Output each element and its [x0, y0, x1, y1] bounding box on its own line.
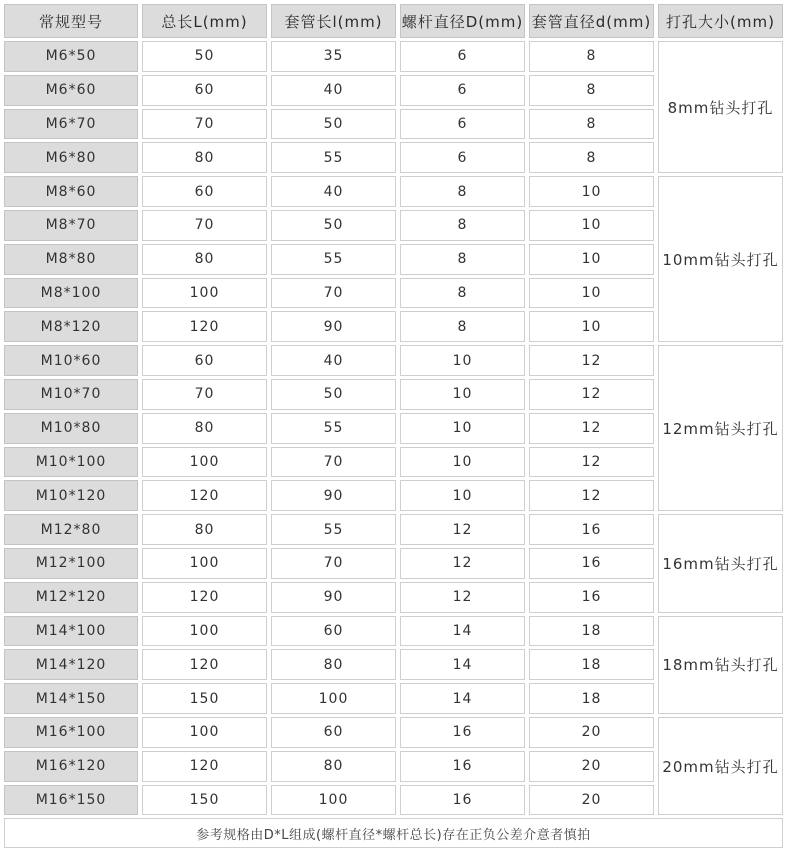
sleeve-diameter-cell: 8	[529, 75, 654, 106]
sleeve-diameter-cell: 20	[529, 785, 654, 816]
bolt-diameter-cell: 6	[400, 109, 525, 140]
bolt-diameter-cell: 14	[400, 649, 525, 680]
model-cell: M14*100	[4, 616, 138, 647]
bolt-diameter-cell: 16	[400, 751, 525, 782]
model-cell: M10*120	[4, 480, 138, 511]
sleeve-length-cell: 60	[271, 616, 396, 647]
sleeve-length-cell: 90	[271, 480, 396, 511]
model-cell: M8*120	[4, 311, 138, 342]
bolt-diameter-cell: 8	[400, 244, 525, 275]
total-length-cell: 120	[142, 480, 267, 511]
bolt-diameter-cell: 12	[400, 514, 525, 545]
hole-size-cell: 12mm钻头打孔	[658, 345, 783, 511]
total-length-cell: 100	[142, 278, 267, 309]
bolt-diameter-cell: 10	[400, 345, 525, 376]
model-cell: M14*150	[4, 683, 138, 714]
sleeve-diameter-cell: 18	[529, 649, 654, 680]
model-cell: M6*60	[4, 75, 138, 106]
sleeve-diameter-cell: 12	[529, 345, 654, 376]
sleeve-length-cell: 50	[271, 210, 396, 241]
model-cell: M10*70	[4, 379, 138, 410]
sleeve-diameter-cell: 12	[529, 480, 654, 511]
total-length-cell: 70	[142, 379, 267, 410]
sleeve-diameter-cell: 12	[529, 447, 654, 478]
bolt-diameter-cell: 6	[400, 41, 525, 72]
bolt-diameter-cell: 8	[400, 210, 525, 241]
bolt-diameter-cell: 16	[400, 717, 525, 748]
sleeve-diameter-cell: 12	[529, 413, 654, 444]
bolt-diameter-cell: 8	[400, 311, 525, 342]
total-length-cell: 80	[142, 514, 267, 545]
sleeve-diameter-cell: 16	[529, 514, 654, 545]
model-cell: M10*80	[4, 413, 138, 444]
sleeve-length-cell: 100	[271, 785, 396, 816]
hole-size-cell: 18mm钻头打孔	[658, 616, 783, 714]
sleeve-length-cell: 50	[271, 109, 396, 140]
total-length-cell: 120	[142, 582, 267, 613]
hole-size-cell: 20mm钻头打孔	[658, 717, 783, 815]
model-cell: M8*100	[4, 278, 138, 309]
total-length-cell: 150	[142, 683, 267, 714]
sleeve-diameter-cell: 18	[529, 683, 654, 714]
sleeve-length-cell: 55	[271, 514, 396, 545]
sleeve-diameter-cell: 8	[529, 41, 654, 72]
total-length-cell: 80	[142, 413, 267, 444]
header-model: 常规型号	[4, 4, 138, 38]
total-length-cell: 60	[142, 75, 267, 106]
model-cell: M16*120	[4, 751, 138, 782]
total-length-cell: 120	[142, 751, 267, 782]
sleeve-diameter-cell: 16	[529, 582, 654, 613]
bolt-diameter-cell: 10	[400, 413, 525, 444]
sleeve-diameter-cell: 20	[529, 751, 654, 782]
sleeve-length-cell: 40	[271, 345, 396, 376]
sleeve-length-cell: 40	[271, 75, 396, 106]
sleeve-length-cell: 55	[271, 413, 396, 444]
sleeve-diameter-cell: 20	[529, 717, 654, 748]
model-cell: M10*100	[4, 447, 138, 478]
sleeve-diameter-cell: 18	[529, 616, 654, 647]
sleeve-diameter-cell: 10	[529, 311, 654, 342]
bolt-diameter-cell: 10	[400, 447, 525, 478]
model-cell: M12*100	[4, 548, 138, 579]
total-length-cell: 70	[142, 109, 267, 140]
hole-size-cell: 16mm钻头打孔	[658, 514, 783, 612]
bolt-diameter-cell: 6	[400, 75, 525, 106]
model-cell: M8*60	[4, 176, 138, 207]
model-cell: M14*120	[4, 649, 138, 680]
model-cell: M6*50	[4, 41, 138, 72]
total-length-cell: 120	[142, 649, 267, 680]
total-length-cell: 100	[142, 717, 267, 748]
total-length-cell: 70	[142, 210, 267, 241]
sleeve-length-cell: 70	[271, 447, 396, 478]
header-hole-size: 打孔大小(mm)	[658, 4, 783, 38]
bolt-diameter-cell: 6	[400, 142, 525, 173]
bolt-diameter-cell: 8	[400, 176, 525, 207]
sleeve-length-cell: 90	[271, 311, 396, 342]
bolt-diameter-cell: 8	[400, 278, 525, 309]
sleeve-length-cell: 40	[271, 176, 396, 207]
total-length-cell: 80	[142, 244, 267, 275]
sleeve-length-cell: 50	[271, 379, 396, 410]
model-cell: M6*80	[4, 142, 138, 173]
sleeve-length-cell: 90	[271, 582, 396, 613]
model-cell: M6*70	[4, 109, 138, 140]
sleeve-length-cell: 70	[271, 548, 396, 579]
header-total-length: 总长L(mm)	[142, 4, 267, 38]
model-cell: M12*120	[4, 582, 138, 613]
total-length-cell: 60	[142, 345, 267, 376]
bolt-diameter-cell: 10	[400, 480, 525, 511]
sleeve-length-cell: 70	[271, 278, 396, 309]
sleeve-length-cell: 55	[271, 244, 396, 275]
hole-size-cell: 10mm钻头打孔	[658, 176, 783, 342]
header-sleeve-diameter: 套管直径d(mm)	[529, 4, 654, 38]
sleeve-length-cell: 60	[271, 717, 396, 748]
model-cell: M16*150	[4, 785, 138, 816]
header-bolt-diameter: 螺杆直径D(mm)	[400, 4, 525, 38]
bolt-diameter-cell: 12	[400, 548, 525, 579]
sleeve-diameter-cell: 12	[529, 379, 654, 410]
model-cell: M12*80	[4, 514, 138, 545]
total-length-cell: 100	[142, 548, 267, 579]
bolt-diameter-cell: 10	[400, 379, 525, 410]
model-cell: M10*60	[4, 345, 138, 376]
bolt-diameter-cell: 12	[400, 582, 525, 613]
model-cell: M16*100	[4, 717, 138, 748]
sleeve-length-cell: 80	[271, 649, 396, 680]
sleeve-diameter-cell: 16	[529, 548, 654, 579]
header-sleeve-length: 套管长l(mm)	[271, 4, 396, 38]
model-cell: M8*80	[4, 244, 138, 275]
sleeve-diameter-cell: 10	[529, 244, 654, 275]
sleeve-length-cell: 55	[271, 142, 396, 173]
footnote: 参考规格由D*L组成(螺杆直径*螺杆总长)存在正负公差介意者慎拍	[4, 818, 783, 848]
total-length-cell: 100	[142, 447, 267, 478]
sleeve-diameter-cell: 10	[529, 278, 654, 309]
total-length-cell: 50	[142, 41, 267, 72]
bolt-diameter-cell: 14	[400, 683, 525, 714]
total-length-cell: 100	[142, 616, 267, 647]
total-length-cell: 60	[142, 176, 267, 207]
sleeve-diameter-cell: 10	[529, 210, 654, 241]
sleeve-length-cell: 100	[271, 683, 396, 714]
total-length-cell: 120	[142, 311, 267, 342]
sleeve-diameter-cell: 8	[529, 109, 654, 140]
bolt-diameter-cell: 14	[400, 616, 525, 647]
total-length-cell: 150	[142, 785, 267, 816]
sleeve-length-cell: 80	[271, 751, 396, 782]
sleeve-diameter-cell: 10	[529, 176, 654, 207]
model-cell: M8*70	[4, 210, 138, 241]
sleeve-diameter-cell: 8	[529, 142, 654, 173]
sleeve-length-cell: 35	[271, 41, 396, 72]
total-length-cell: 80	[142, 142, 267, 173]
bolt-diameter-cell: 16	[400, 785, 525, 816]
hole-size-cell: 8mm钻头打孔	[658, 41, 783, 173]
